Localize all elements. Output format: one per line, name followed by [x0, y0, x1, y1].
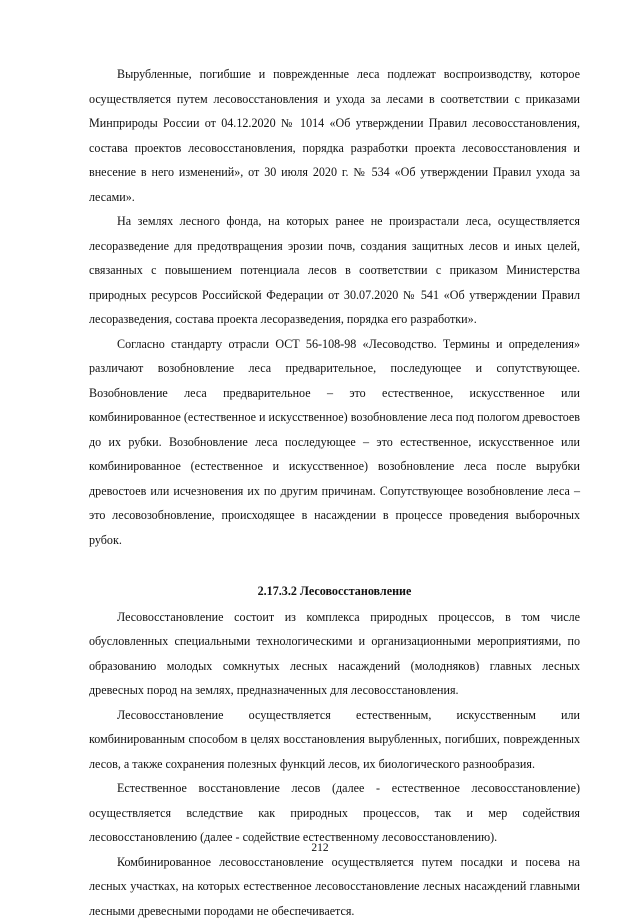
paragraph-afforestation: На землях лесного фонда, на которых ранее не произрастали леса, осуществляется лесоразведение для предотвращения эрозии почв, создания защитных лесов и иных целей, связанных с повышением потенциала лесов в соответствии с приказом Министерства природных ресурсов Российской Федерации от 30.07.2020 № 541 «Об утверждении Правил лесоразведения, состава проекта лесоразведения, порядка его разработки».: [89, 209, 580, 332]
paragraph-natural-reforestation: Естественное восстановление лесов (далее - естественное лесовосстановление) осуществляется вследствие как природных процессов, так и мер содействия лесовосстановлению (далее - содействие естественному лесовосстановлению).: [89, 776, 580, 850]
document-page: [89, 62, 580, 923]
page-number: 212: [0, 841, 640, 855]
paragraph-reforestation-methods: Лесовосстановление осуществляется естественным, искусственным или комбинированным способом в целях восстановления вырубленных, погибших, поврежденных лесов, а также сохранения полезных функций лесов, их биологического разнообразия.: [89, 703, 580, 777]
paragraph-combined-reforestation: Комбинированное лесовосстановление осуществляется путем посадки и посева на лесных участках, на которых естественное лесовосстановление лесных насаждений главными лесными древесными породами не обеспечивается.: [89, 850, 580, 923]
section-heading: 2.17.3.2 Лесовосстановление: [89, 579, 580, 604]
paragraph-reforestation-definition: Лесовосстановление состоит из комплекса природных процессов, в том числе обусловленных специальными технологическими и организационными мероприятиями, по образованию молодых сомкнутых лесных насаждений (молодняков) главных лесных древесных пород на землях, предназначенных для лесовосстановления.: [89, 605, 580, 703]
paragraph-reproduction: Вырубленные, погибшие и поврежденные леса подлежат воспроизводству, которое осуществляется путем лесовосстановления и ухода за лесами в соответствии с приказами Минприроды России от 04.12.2020 № 1014 «Об утверждении Правил лесовосстановления, состава проектов лесовосстановления, порядка разработки проекта лесовосстановления и внесение в него изменений», от 30 июля 2020 г. № 534 «Об утверждении Правил ухода за лесами».: [89, 62, 580, 209]
paragraph-regeneration-types: Согласно стандарту отрасли ОСТ 56-108-98 «Лесоводство. Термины и определения» различают возобновление леса предварительное, последующее и сопутствующее. Возобновление леса предварительное – это естественное, искусственное или комбинированное (естественное и искусственное) возобновление леса под пологом древостоев до их рубки. Возобновление леса последующее – это естественное, искусственное или комбинированное (естественное и искусственное) возобновление леса после вырубки древостоев или исчезновения их по другим причинам. Сопутствующее возобновление леса – это лесовозобновление, происходящее в насаждении в процессе проведения выборочных рубок.: [89, 332, 580, 553]
